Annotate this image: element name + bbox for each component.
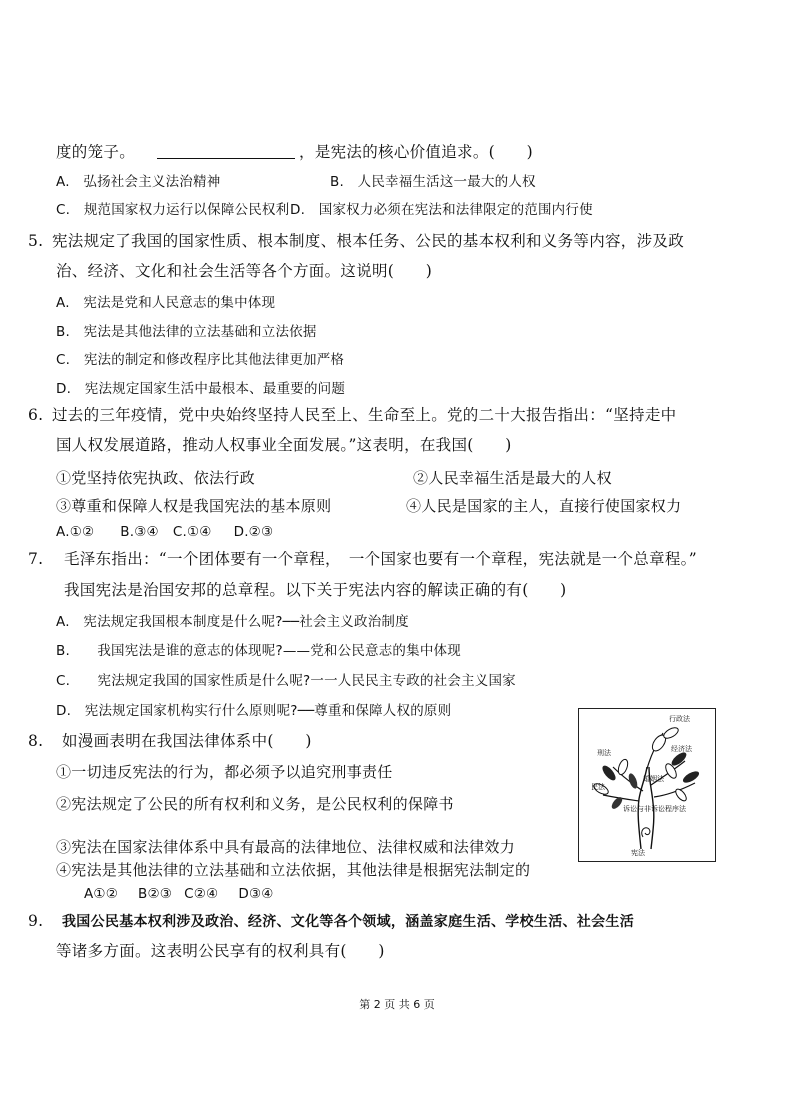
q4-option-d: D. 国家权力必须在宪法和法律限定的范围内行使 — [290, 202, 593, 218]
q8-choice-d: D③④ — [238, 886, 274, 902]
q6-stem-text: 过去的三年疫情，党中央始终坚持人民至上、生命至上。党的二十大报告指出：“坚持走中 — [52, 406, 677, 424]
q6-choice-b: B.③④ — [120, 524, 159, 540]
label-constitution: 宪法 — [631, 849, 645, 857]
q9-stem-line2: 等诸多方面。这表明公民享有的权利具有( ) — [56, 942, 385, 960]
q6-choice-c: C.①④ — [172, 524, 212, 540]
q6-stem-line1 — [28, 405, 676, 425]
label-marriage-law: 婚姻法 — [643, 775, 664, 783]
q6-number: 6. — [28, 406, 44, 424]
q8-item-3: ③宪法在国家法律体系中具有最高的法律地位、法律权威和法律效力 — [56, 838, 516, 856]
label-procedural-law: 诉讼与非诉讼程序法 — [623, 805, 686, 813]
q4-stem-post: ，是宪法的核心价值追求。( ) — [299, 143, 533, 161]
label-economic-law: 经济法 — [671, 745, 692, 753]
q6-item-1: ①党坚持依宪执政、依法行政 — [56, 469, 255, 487]
q8-choice-b: B②③ — [138, 886, 173, 902]
q6-choice-d: D.②③ — [233, 524, 274, 540]
q6-choice-a: A.①② — [56, 524, 95, 540]
q7-option-b: B. 我国宪法是谁的意志的体现呢?——党和公民意志的集中体现 — [56, 643, 461, 659]
tree-drawing — [579, 709, 715, 861]
q5-option-d: D. 宪法规定国家生活中最根本、最重要的问题 — [56, 381, 346, 397]
q6-choices — [56, 522, 273, 542]
q8-choice-c: C②④ — [184, 886, 219, 902]
q9-number: 9. — [28, 912, 44, 930]
answer-blank — [157, 143, 295, 159]
q8-item-4: ④宪法是其他法律的立法基础和立法依据，其他法律是根据宪法制定的 — [56, 861, 531, 879]
q7-option-c: C. 宪法规定我国的国家性质是什么呢?一一人民民主专政的社会主义国家 — [56, 673, 516, 689]
q7-number: 7. — [28, 550, 44, 568]
q5-stem-line2: 治、经济、文化和社会生活等各个方面。这说明( ) — [56, 262, 433, 280]
q8-choice-a: A①② — [84, 886, 119, 902]
q8-item-1: ①一切违反宪法的行为，都必须予以追究刑事责任 — [56, 763, 393, 781]
label-administrative-law: 行政法 — [669, 715, 690, 723]
label-criminal-law: 刑法 — [597, 749, 611, 757]
q7-option-d: D. 宪法规定国家机构实行什么原则呢?──尊重和保障人权的原则 — [56, 703, 452, 719]
q5-option-c: C. 宪法的制定和修改程序比其他法律更加严格 — [56, 352, 345, 368]
q7-option-a: A. 宪法规定我国根本制度是什么呢?──社会主义政治制度 — [56, 614, 409, 630]
q7-stem-text: 毛泽东指出：“一个团体要有一个章程， 一个国家也要有一个章程，宪法就是一个总章程。” — [64, 550, 697, 568]
q6-stem-line2: 国人权发展道路，推动人权事业全面发展。”这表明，在我国( ) — [56, 436, 512, 454]
q8-number: 8. — [28, 732, 44, 750]
q5-option-a: A. 宪法是党和人民意志的集中体现 — [56, 295, 276, 311]
q4-option-b: B. 人民幸福生活这一最大的人权 — [330, 174, 536, 190]
q6-item-3: ③尊重和保障人权是我国宪法的基本原则 — [56, 497, 332, 515]
q8-item-2: ②宪法规定了公民的所有权利和义务，是公民权利的保障书 — [56, 795, 454, 813]
q4-option-c: C. 规范国家权力运行以保障公民权利 — [56, 202, 290, 218]
q7-stem-line1 — [28, 549, 697, 569]
q7-stem-line2: 我国宪法是治国安邦的总章程。以下关于宪法内容的解读正确的有( ) — [64, 581, 567, 599]
label-civil-law: 民法 — [591, 783, 605, 791]
q5-number: 5. — [28, 232, 44, 250]
q4-stem — [56, 142, 533, 162]
q4-stem-pre: 度的笼子。 — [56, 143, 136, 161]
q4-option-a: A. 弘扬社会主义法治精神 — [56, 174, 221, 190]
q8-choices — [84, 884, 274, 904]
q8-stem-text: 如漫画表明在我国法律体系中( ) — [62, 732, 312, 750]
q6-item-2: ②人民幸福生活是最大的人权 — [413, 469, 612, 487]
q5-option-b: B. 宪法是其他法律的立法基础和立法依据 — [56, 324, 317, 340]
q9-stem-line1 — [28, 911, 634, 932]
q9-stem-text: 我国公民基本权利涉及政治、经济、文化等各个领域，涵盖家庭生活、学校生活、社会生活 — [62, 914, 634, 930]
legal-system-tree-cartoon — [578, 708, 716, 862]
q5-stem-text: 宪法规定了我国的国家性质、根本制度、根本任务、公民的基本权利和义务等内容，涉及政 — [52, 232, 685, 250]
q6-item-4: ④人民是国家的主人，直接行使国家权力 — [406, 497, 682, 515]
page-footer: 第 2 页 共 6 页 — [359, 998, 435, 1011]
q8-stem — [28, 731, 312, 751]
q5-stem-line1 — [28, 231, 684, 251]
